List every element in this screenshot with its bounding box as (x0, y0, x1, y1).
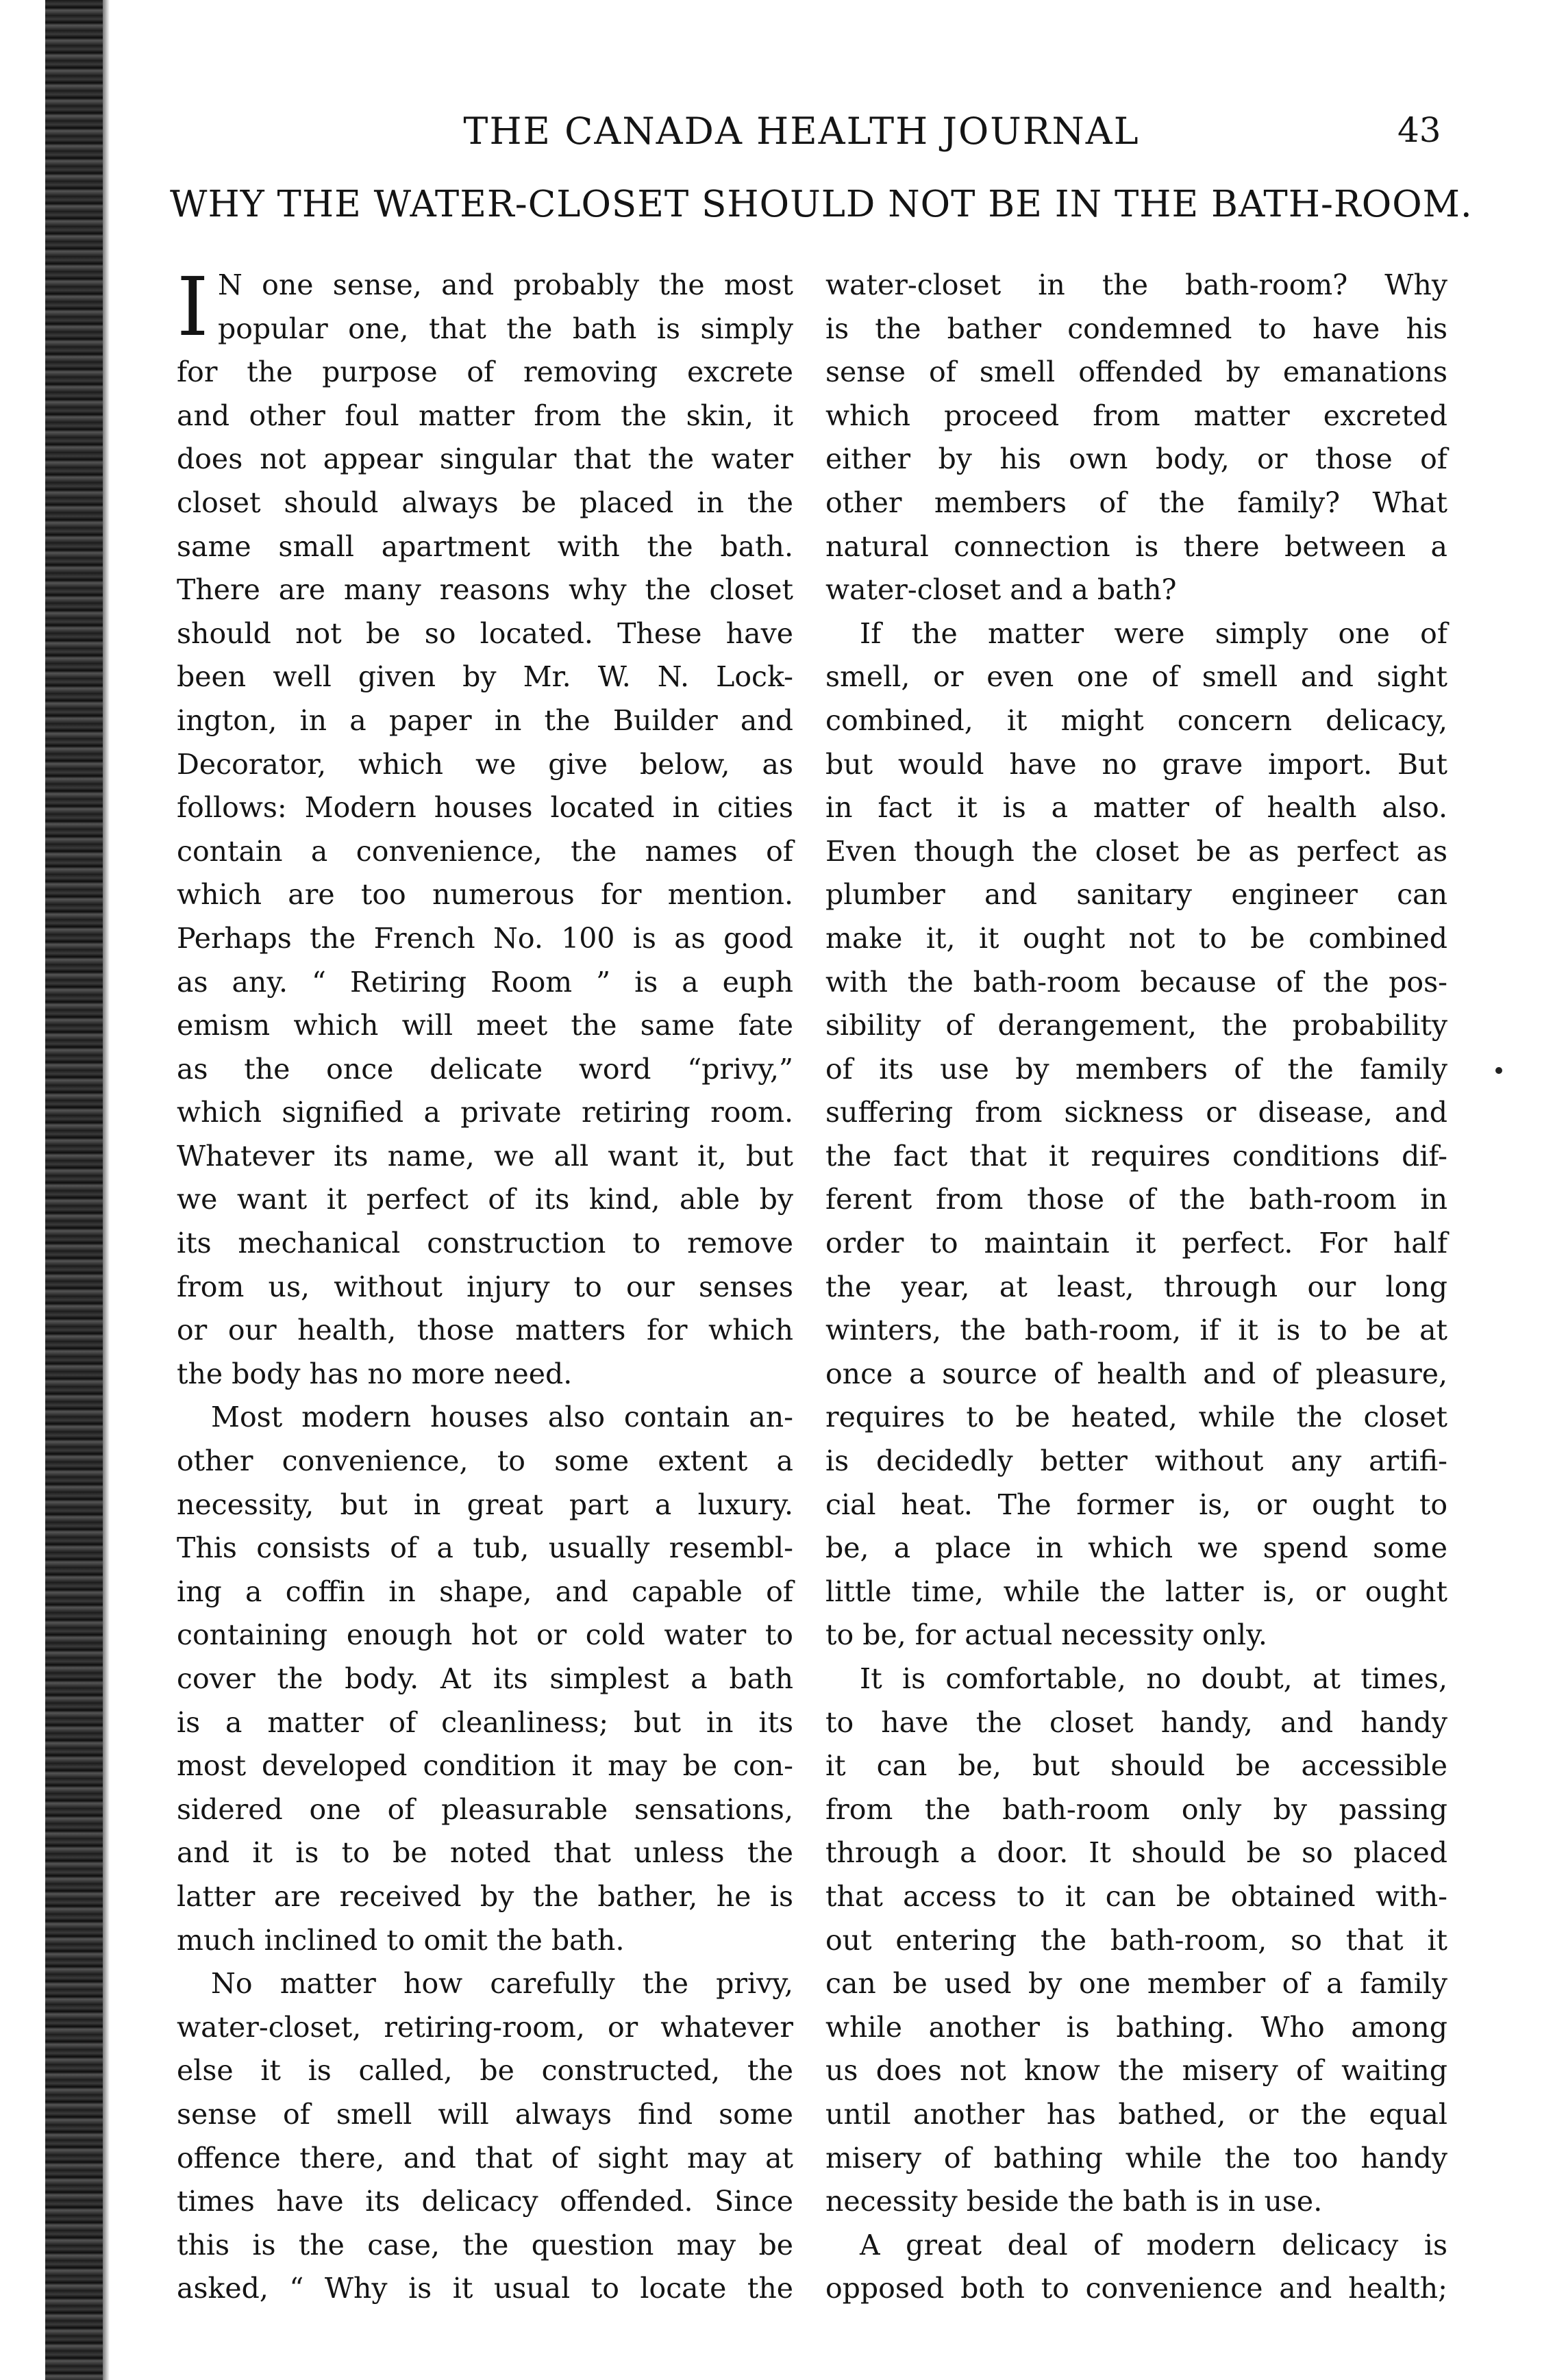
text-line: make it, it ought not to be combined (825, 921, 1447, 955)
text-line: closet should always be placed in the (177, 486, 793, 519)
text-line: follows: Modern houses located in cities (177, 791, 793, 825)
text-line: requires to be heated, while the closet (825, 1401, 1447, 1434)
text-line: sidered one of pleasurable sensations, (177, 1792, 793, 1826)
text-line: same small apartment with the bath. (177, 529, 793, 563)
text-line: combined, it might concern delicacy, (825, 703, 1447, 737)
text-line: ferent from those of the bath-room in (825, 1183, 1447, 1216)
text-line: water-closet, retiring-room, or whatever (177, 2010, 793, 2044)
text-line: other members of the family? What (825, 486, 1447, 519)
text-line: contain a convenience, the names of (177, 834, 793, 868)
right-column (825, 264, 1447, 2311)
text-line: smell, or even one of smell and sight (825, 660, 1447, 694)
text-line: This consists of a tub, usually resembl- (177, 1531, 793, 1565)
text-line: from the bath-room only by passing (825, 1792, 1447, 1826)
text-line: and other foul matter from the skin, it (177, 399, 793, 432)
text-line: No matter how carefully the privy, (211, 1967, 793, 2001)
text-line: which are too numerous for mention. (177, 878, 793, 912)
text-line: once a source of health and of pleasure, (825, 1357, 1447, 1390)
text-line: which signified a private retiring room. (177, 1096, 793, 1129)
text-line: can be used by one member of a family (825, 1967, 1447, 2001)
text-line: It is comfortable, no doubt, at times, (860, 1662, 1447, 1695)
text-line: asked, “ Why is it usual to locate the (177, 2272, 793, 2305)
text-line: N one sense, and probably the most (218, 268, 793, 301)
text-line: with the bath-room because of the pos- (825, 965, 1447, 999)
text-line: popular one, that the bath is simply (218, 312, 793, 345)
text-line: through a door. It should be so placed (825, 1836, 1447, 1870)
text-line: water-closet and a bath? (825, 573, 1177, 607)
text-line: There are many reasons why the closet (177, 573, 793, 607)
page-number: 43 (1397, 110, 1441, 150)
book-binding-edge (45, 0, 103, 2380)
text-line: misery of bathing while the too handy (825, 2141, 1447, 2175)
text-line: A great deal of modern delicacy is (860, 2228, 1447, 2262)
text-line: order to maintain it perfect. For half (825, 1227, 1447, 1260)
text-line: is the bather condemned to have his (825, 312, 1447, 345)
text-line: much inclined to omit the bath. (177, 1923, 625, 1957)
text-line: containing enough hot or cold water to (177, 1618, 793, 1652)
text-line: should not be so located. These have (177, 616, 793, 650)
text-line: its mechanical construction to remove (177, 1227, 793, 1260)
text-line: been well given by Mr. W. N. Lock- (177, 660, 793, 694)
text-line: until another has bathed, or the equal (825, 2097, 1447, 2131)
text-line: but would have no grave import. But (825, 747, 1447, 781)
text-line: necessity beside the bath is in use. (825, 2185, 1323, 2218)
text-line: times have its delicacy offended. Since (177, 2185, 793, 2218)
text-line: as the once delicate word “privy,” (177, 1052, 793, 1086)
left-column (177, 260, 793, 2311)
text-line: this is the case, the question may be (177, 2228, 793, 2262)
text-line: in fact it is a matter of health also. (825, 791, 1447, 825)
text-line: be, a place in which we spend some (825, 1531, 1447, 1565)
text-line: ington, in a paper in the Builder and (177, 703, 793, 737)
text-line: Decorator, which we give below, as (177, 747, 793, 781)
margin-mark (1495, 1067, 1502, 1074)
text-line: Perhaps the French No. 100 is as good (177, 921, 793, 955)
running-header: THE CANADA HEALTH JOURNAL (463, 110, 1140, 153)
text-line: out entering the bath-room, so that it (825, 1923, 1447, 1957)
text-line: is decidedly better without any artifi- (825, 1444, 1447, 1478)
text-line: from us, without injury to our senses (177, 1270, 793, 1303)
text-line: sense of smell will always find some (177, 2097, 793, 2131)
text-line: while another is bathing. Who among (825, 2010, 1447, 2044)
text-line: plumber and sanitary engineer can (825, 878, 1447, 912)
text-line: ing a coffin in shape, and capable of (177, 1575, 793, 1608)
text-line: else it is called, be constructed, the (177, 2054, 793, 2088)
text-line: and it is to be noted that unless the (177, 1836, 793, 1870)
text-line: us does not know the misery of waiting (825, 2054, 1447, 2088)
article-title: WHY THE WATER-CLOSET SHOULD NOT BE IN THE BATH-ROOM. (170, 184, 1473, 225)
text-line: the fact that it requires conditions dif- (825, 1139, 1447, 1173)
text-line: is a matter of cleanliness; but in its (177, 1705, 793, 1739)
text-line: necessity, but in great part a luxury. (177, 1488, 793, 1521)
text-line: for the purpose of removing excrete (177, 355, 793, 389)
text-line: to have the closet handy, and handy (825, 1705, 1447, 1739)
text-line: to be, for actual necessity only. (825, 1618, 1267, 1652)
text-line: which proceed from matter excreted (825, 399, 1447, 432)
text-line: little time, while the latter is, or ought (825, 1575, 1447, 1608)
text-line: most developed condition it may be con- (177, 1749, 793, 1783)
text-line: we want it perfect of its kind, able by (177, 1183, 793, 1216)
text-line: water-closet in the bath-room? Why (825, 268, 1447, 301)
text-line: of its use by members of the family (825, 1052, 1447, 1086)
text-line: opposed both to convenience and health; (825, 2272, 1447, 2305)
text-line: Even though the closet be as perfect as (825, 834, 1447, 868)
text-line: as any. “ Retiring Room ” is a euph (177, 965, 793, 999)
text-line: does not appear singular that the water (177, 442, 793, 476)
text-line: that access to it can be obtained with- (825, 1879, 1447, 1913)
text-line: offence there, and that of sight may at (177, 2141, 793, 2175)
text-line: the year, at least, through our long (825, 1270, 1447, 1303)
text-line: If the matter were simply one of (860, 616, 1447, 650)
text-line: Most modern houses also contain an- (211, 1401, 793, 1434)
text-line: winters, the bath-room, if it is to be at (825, 1314, 1447, 1347)
text-line: it can be, but should be accessible (825, 1749, 1447, 1783)
drop-cap: I (177, 260, 209, 354)
text-line: other convenience, to some extent a (177, 1444, 793, 1478)
text-line: sense of smell offended by emanations (825, 355, 1447, 389)
text-line: either by his own body, or those of (825, 442, 1447, 476)
text-line: sibility of derangement, the probability (825, 1009, 1447, 1042)
text-line: or our health, those matters for which (177, 1314, 793, 1347)
text-line: cover the body. At its simplest a bath (177, 1662, 793, 1695)
text-line: Whatever its name, we all want it, but (177, 1139, 793, 1173)
text-line: emism which will meet the same fate (177, 1009, 793, 1042)
text-line: the body has no more need. (177, 1357, 573, 1390)
text-line: natural connection is there between a (825, 529, 1447, 563)
text-line: cial heat. The former is, or ought to (825, 1488, 1447, 1521)
text-line: latter are received by the bather, he is (177, 1879, 793, 1913)
text-line: suffering from sickness or disease, and (825, 1096, 1447, 1129)
